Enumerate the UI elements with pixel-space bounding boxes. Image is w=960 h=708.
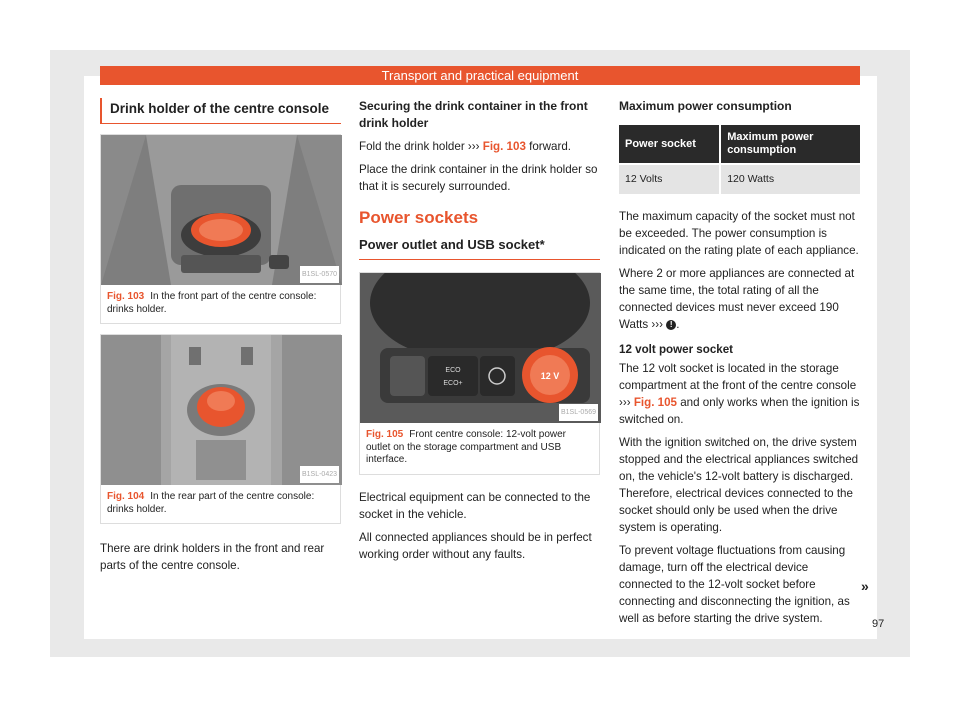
column-right [619, 98, 860, 633]
max-power-title: Maximum power consumption [619, 99, 792, 113]
section-title-drink-holder: Drink holder of the centre console [100, 98, 341, 124]
multiple-appliances-text: Where 2 or more appliances are connected at the same time, the total rating of all the connected devices must never exceed 190 Watts ››› [619, 267, 855, 331]
figure-103-number: Fig. 103 [107, 291, 145, 302]
table-header-row [619, 125, 860, 164]
figure-104-image [101, 335, 342, 485]
multiple-appliances-paragraph: Where 2 or more appliances are connected at the same time, the total rating of all the connected devices must never exceed 190 Watts ››› ! . [619, 267, 855, 331]
figure-104-number: Fig. 104 [107, 491, 145, 502]
fig-103-link[interactable]: Fig. 103 [482, 140, 526, 153]
chapter-header: Transport and practical equipment [100, 66, 860, 85]
fig-105-link[interactable]: Fig. 105 [633, 396, 677, 409]
capacity-paragraph: The maximum capacity of the socket must not be exceeded. The power consumption is indicated on the rating plate of each appliance. [619, 210, 859, 257]
drink-holder-rear-illustration [101, 335, 342, 485]
drink-holder-front-illustration [101, 135, 342, 285]
table-header-socket: Power socket [619, 125, 720, 164]
column-middle [359, 98, 600, 569]
securing-title: Securing the drink container in the front drink holder [359, 99, 588, 130]
table-cell-watts: 120 Watts [720, 164, 860, 194]
fold-text-post: forward. [529, 140, 572, 153]
continue-mark: » [861, 578, 869, 594]
eco-plus-label: ECO+ [443, 380, 463, 387]
figure-103-image [101, 135, 342, 285]
place-paragraph: Place the drink container in the drink holder so that it is securely surrounded. [359, 163, 598, 193]
12v-socket-title: 12 volt power socket [619, 343, 734, 356]
figure-104-caption [101, 485, 340, 523]
table-row [619, 164, 860, 194]
figure-103-caption-text: In the front part of the centre console: drinks holder. [107, 291, 317, 315]
figure-104 [100, 334, 341, 524]
column-left [100, 98, 341, 580]
figure-105-image [360, 273, 601, 423]
power-sockets-title: Power sockets [359, 208, 479, 227]
fold-paragraph [359, 138, 600, 155]
table-header-max-power: Maximum power consumption [720, 125, 860, 164]
battery-paragraph: With the ignition switched on, the drive system stopped and the electrical appliances switched on, the vehicle's 12-volt battery is discharged. Therefore, electrical devices connected to the socket should only be used when the drive system is operating. [619, 436, 859, 534]
location-paragraph [619, 360, 860, 428]
location-text-post: and only works when the ignition is switched on. [619, 396, 860, 426]
drink-holder-paragraph: There are drink holders in the front and rear parts of the centre console. [100, 542, 325, 572]
electrical-equipment-paragraph: Electrical equipment can be connected to the socket in the vehicle. [359, 490, 591, 521]
figure-105-caption-text: Front centre console: 12-volt power outlet on the storage compartment and USB interface. [366, 429, 566, 465]
figure-103-caption [101, 285, 340, 323]
location-text: The 12 volt socket is located in the storage compartment at the front of the centre console ››› [619, 362, 857, 409]
power-socket-illustration [360, 273, 601, 423]
page-number: 97 [872, 618, 885, 630]
power-consumption-table [619, 125, 860, 194]
figure-105 [359, 272, 600, 475]
figure-105-caption [360, 423, 599, 474]
figure-105-code: B1SL-0569 [559, 404, 598, 421]
appliances-paragraph: All connected appliances should be in perfect working order without any faults. [359, 530, 592, 561]
figure-105-number: Fig. 105 [366, 429, 404, 440]
fold-text: Fold the drink holder ››› [359, 140, 480, 153]
eco-label: ECO [445, 367, 461, 374]
figure-104-caption-text: In the rear part of the centre console: drinks holder. [107, 491, 315, 515]
warning-icon[interactable]: ! [666, 320, 676, 330]
power-outlet-subtitle: Power outlet and USB socket* [359, 236, 600, 260]
table-cell-socket: 12 Volts [619, 164, 720, 194]
figure-103 [100, 134, 341, 324]
figure-103-code: B1SL-0570 [300, 266, 339, 283]
12v-label: 12 V [540, 371, 560, 381]
figure-104-code: B1SL-0423 [300, 466, 339, 483]
voltage-paragraph: To prevent voltage fluctuations from causing damage, turn off the electrical device connected to the 12-volt socket before connecting and disconnecting the ignition, as well as before starting the drive system. [619, 544, 850, 625]
